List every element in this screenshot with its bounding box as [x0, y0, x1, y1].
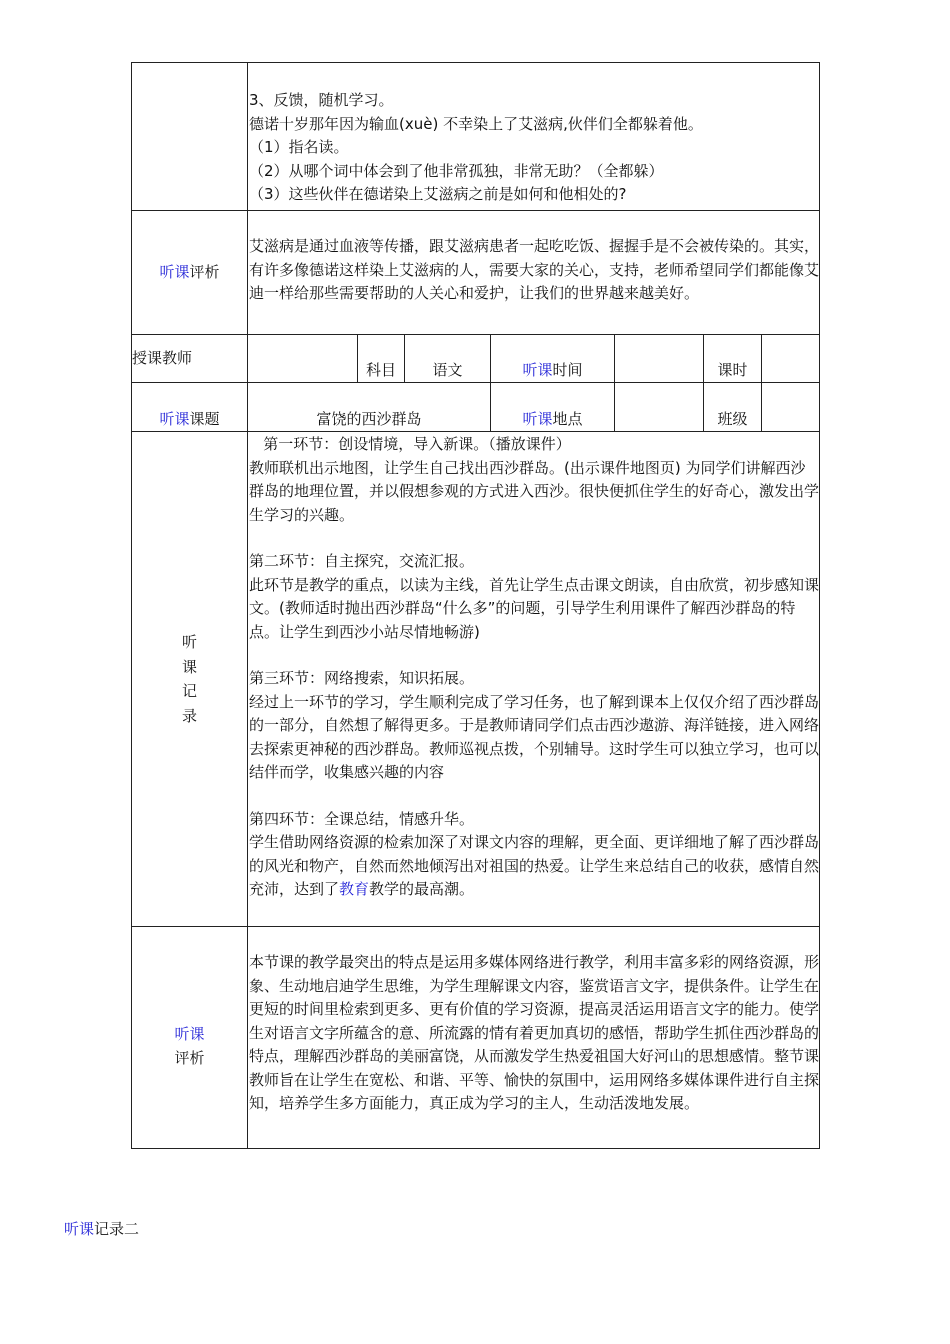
subject-value: 语文 — [432, 360, 463, 379]
feedback-content-cell — [248, 63, 820, 211]
section-gap — [249, 785, 819, 808]
topic-label-link[interactable]: 听课 — [159, 409, 190, 428]
place-value-cell — [615, 383, 704, 432]
feedback-label-cell — [132, 63, 248, 211]
section-4-body — [249, 831, 819, 902]
evaluation-row-1 — [132, 211, 820, 335]
time-label-link[interactable]: 听课 — [522, 360, 553, 379]
record-label-char-2: 课 — [181, 657, 197, 676]
feedback-line-3: （1）指名读。 — [249, 138, 349, 156]
subject-label-cell — [358, 335, 405, 383]
section-4-title: 第四环节：全课总结，情感升华。 — [249, 809, 475, 828]
lesson-record-table — [131, 62, 820, 1149]
place-label-cell — [491, 383, 615, 432]
class-value-cell — [762, 383, 820, 432]
record-label-cell — [132, 432, 248, 927]
record-label-char-1: 听 — [181, 633, 197, 651]
teacher-label: 授课教师 — [132, 349, 193, 367]
topic-value-cell — [248, 383, 491, 432]
section-gap — [249, 527, 819, 550]
class-label: 班级 — [717, 409, 748, 428]
time-label-text: 时间 — [552, 360, 583, 379]
record-content-cell — [248, 432, 820, 927]
time-value-cell — [615, 335, 704, 383]
topic-value: 富饶的西沙群岛 — [316, 409, 422, 428]
feedback-row — [132, 63, 820, 211]
evaluation-label-link-1[interactable]: 听课 — [159, 262, 190, 281]
section-3-title: 第三环节：网络搜索，知识拓展。 — [249, 669, 475, 687]
footer-heading — [64, 1218, 139, 1239]
record-label-char-4: 录 — [181, 706, 197, 725]
teacher-value-cell — [248, 335, 358, 383]
place-label-link[interactable]: 听课 — [522, 409, 553, 428]
record-row — [132, 432, 820, 927]
topic-label-cell — [132, 383, 248, 432]
teacher-label-cell — [132, 335, 248, 383]
topic-label-text: 课题 — [189, 409, 220, 428]
section-1-body: 教师联机出示地图，让学生自己找出西沙群岛。(出示课件地图页) 为同学们讲解西沙群岛的地理位置，并以假想参观的方式进入西沙。很快便抓住学生的好奇心，激发出学生学习的兴趣。 — [249, 458, 820, 524]
subject-value-cell — [405, 335, 491, 383]
info-row-2 — [132, 383, 820, 432]
period-label-cell — [704, 335, 762, 383]
evaluation-label-1 — [132, 211, 248, 335]
footer-text: 记录二 — [94, 1220, 140, 1238]
info-row-1 — [132, 335, 820, 383]
evaluation-text-cell-1 — [248, 211, 820, 335]
place-label-text: 地点 — [552, 409, 583, 428]
section-4-body-part-2: 教学的最高潮。 — [369, 880, 475, 898]
evaluation-label-link-2[interactable]: 听课 — [174, 1025, 205, 1043]
feedback-line-4: （2）从哪个词中体会到了他非常孤独，非常无助？（全都躲） — [249, 161, 664, 180]
period-label: 课时 — [717, 360, 748, 379]
education-link[interactable]: 教育 — [339, 880, 370, 898]
footer-link[interactable]: 听课 — [64, 1220, 95, 1238]
section-2-body: 此环节是教学的重点，以读为主线，首先让学生点击课文朗读，自由欣赏，初步感知课文。(教师适时抛出西沙群岛“什么多”的问题，引导学生利用课件了解西沙群岛的特点。让学生到西沙小站尽情地畅游) — [249, 575, 820, 641]
section-gap — [249, 644, 819, 667]
class-label-cell — [704, 383, 762, 432]
section-3-body: 经过上一环节的学习，学生顺利完成了学习任务，也了解到课本上仅仅介绍了西沙群岛的一部分，自然想了解得更多。于是教师请同学们点击西沙遨游、海洋链接，进入网络去探索更神秘的西沙群岛。教师巡视点拨，个别辅导。这时学生可以独立学习，也可以结伴而学，收集感兴趣的内容 — [249, 692, 820, 781]
record-label-char-3: 记 — [181, 682, 197, 700]
section-2-title: 第二环节：自主探究，交流汇报。 — [249, 552, 475, 570]
evaluation-text-1: 艾滋病是通过血液等传播，跟艾滋病患者一起吃吃饭、握握手是不会被传染的。其实，有许多像德诺这样染上艾滋病的人，需要大家的关心，支持，老师希望同学们都能像艾迪一样给那些需要帮助的人关心和爱护，让我们的世界越来越美好。 — [249, 237, 820, 302]
period-value-cell — [762, 335, 820, 383]
evaluation-label-2 — [132, 927, 248, 1149]
feedback-line-2: 德诺十岁那年因为输血(xuè) 不幸染上了艾滋病,伙伴们全都躲着他。 — [249, 114, 703, 133]
time-label-cell — [491, 335, 615, 383]
feedback-line-5: （3）这些伙伴在德诺染上艾滋病之前是如何和他相处的? — [249, 185, 627, 203]
subject-label: 科目 — [365, 360, 396, 379]
evaluation-label-text-1: 评析 — [189, 262, 220, 281]
section-1-title: 第一环节：创设情境，导入新课。（播放课件） — [249, 435, 571, 453]
section-4-body-part-1: 学生借助网络资源的检索加深了对课文内容的理解，更全面、更详细地了解了西沙群岛的风光和物产，自然而然地倾泻出对祖国的热爱。让学生来总结自己的收获，感情自然充沛，达到了 — [249, 833, 820, 898]
evaluation-row-2 — [132, 927, 820, 1149]
feedback-line-1: 3、反馈，随机学习。 — [249, 91, 394, 109]
evaluation-label-text-2: 评析 — [174, 1048, 205, 1067]
evaluation-text-cell-2 — [248, 927, 820, 1149]
evaluation-text-2: 本节课的教学最突出的特点是运用多媒体网络进行教学，利用丰富多彩的网络资源，形象、生动地启迪学生思维，为学生理解课文内容，鉴赏语言文字，提供条件。让学生在更短的时间里检索到更多、更有价值的学习资源，提高灵活运用语言文字的能力。使学生对语言文字所蕴含的意、所流露的情有着更加真切的感悟，帮助学生抓住西沙群岛的特点，理解西沙群岛的美丽富饶，从而激发学生热爱祖国大好河山的思想感情。整节课教师旨在让学生在宽松、和谐、平等、愉快的氛围中，运用网络多媒体课件进行自主探知，培养学生多方面能力，真正成为学习的主人，生动活泼地发展。 — [249, 953, 820, 1112]
